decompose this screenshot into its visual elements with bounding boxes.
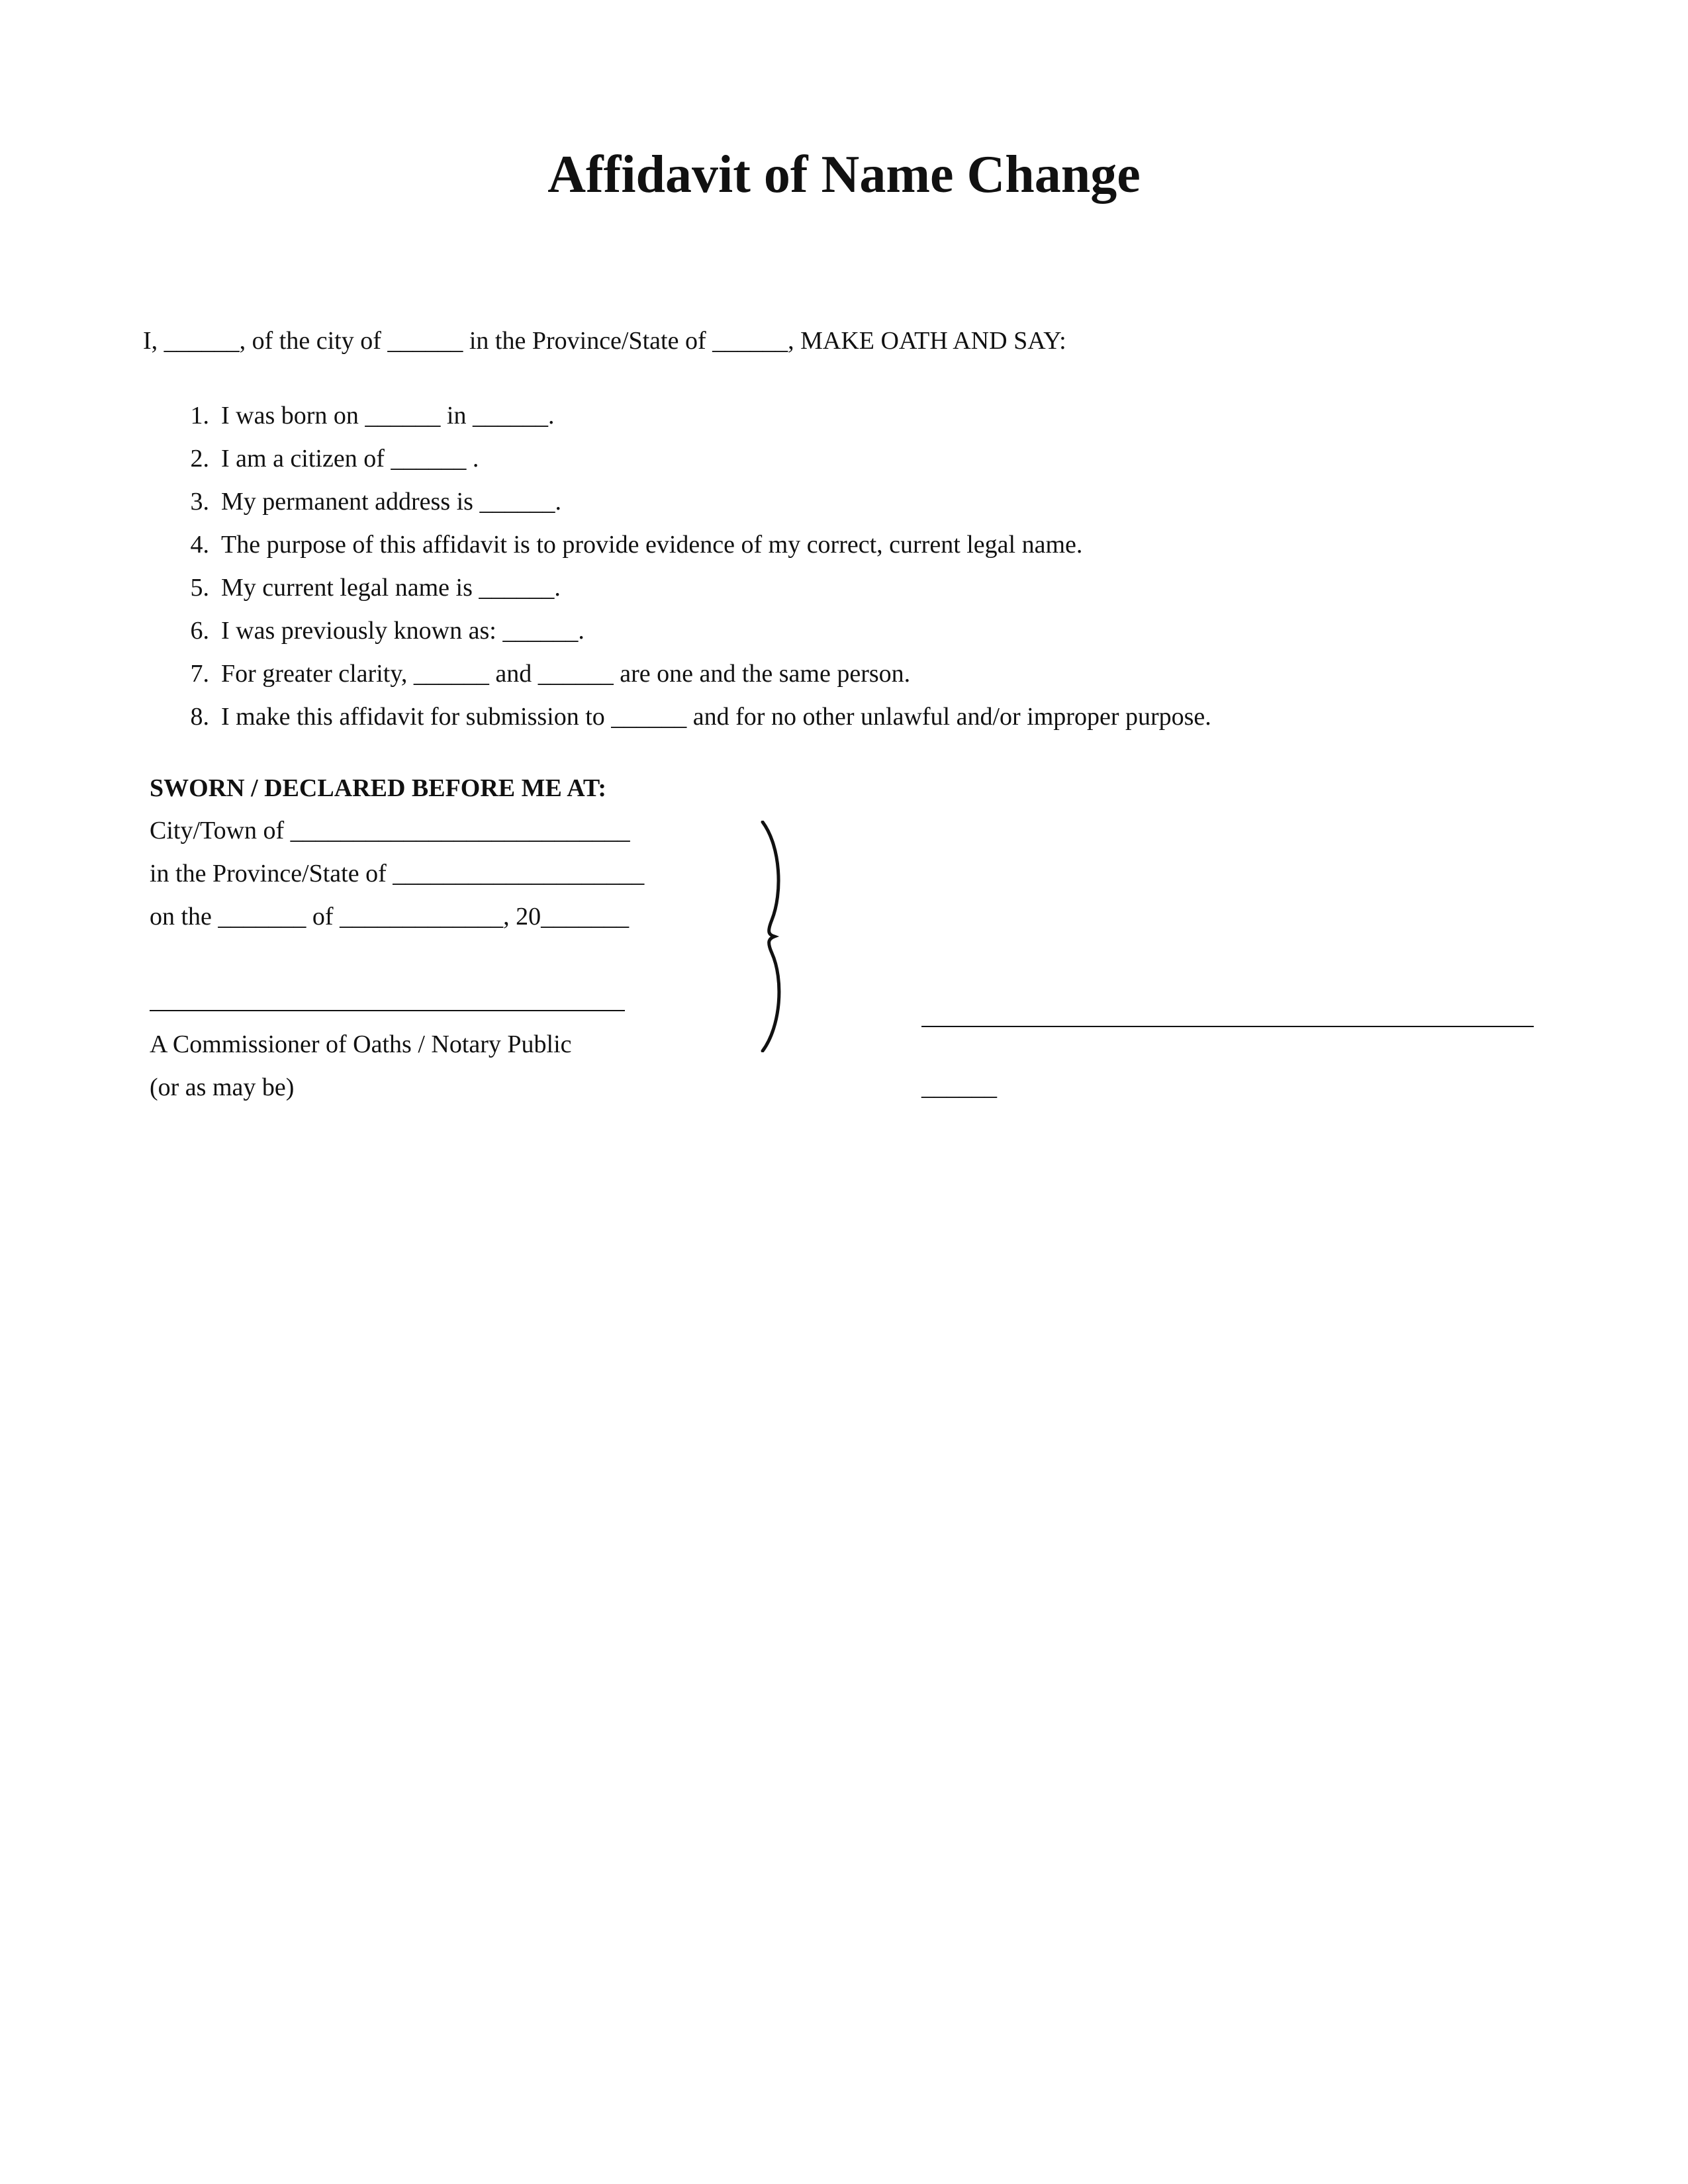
item-text: For greater clarity, ______ and ______ are one and the same person. <box>221 660 911 688</box>
item-text: The purpose of this affidavit is to provide evidence of my correct, current legal name. <box>221 531 1083 559</box>
item-number: 5. <box>190 574 209 602</box>
province-state-line: in the Province/State of ____________________ <box>150 860 645 887</box>
item-number: 1. <box>190 402 209 430</box>
item-text: My permanent address is ______. <box>221 488 561 516</box>
intro-statement: I, ______, of the city of ______ in the Province/State of ______, MAKE OATH AND SAY: <box>143 327 1066 355</box>
item-text: I make this affidavit for submission to ______ and for no other unlawful and/or improper purpose. <box>221 703 1211 731</box>
commissioner-note: (or as may be) <box>150 1073 295 1101</box>
item-number: 3. <box>190 488 209 516</box>
commissioner-label: A Commissioner of Oaths / Notary Public <box>150 1030 572 1058</box>
item-text: I am a citizen of ______ . <box>221 445 479 473</box>
deponent-signature-line <box>921 1026 1534 1027</box>
city-town-line: City/Town of ___________________________ <box>150 817 630 844</box>
list-item <box>143 480 1211 523</box>
date-line: on the _______ of _____________, 20_______ <box>150 903 630 931</box>
document-title: Affidavit of Name Change <box>547 146 1141 204</box>
list-item <box>143 653 1211 696</box>
list-item <box>143 610 1211 653</box>
list-item <box>143 696 1211 739</box>
affidavit-items <box>143 394 1211 739</box>
list-item <box>143 523 1211 567</box>
item-number: 4. <box>190 531 209 559</box>
deponent-name-blank: ______ <box>921 1073 997 1101</box>
commissioner-signature-line <box>150 1010 625 1011</box>
curly-brace <box>755 821 794 1052</box>
item-text: I was born on ______ in ______. <box>221 402 555 430</box>
item-number: 2. <box>190 445 209 473</box>
list-item <box>143 394 1211 437</box>
sworn-heading: SWORN / DECLARED BEFORE ME AT: <box>150 774 607 802</box>
item-number: 7. <box>190 660 209 688</box>
list-item <box>143 567 1211 610</box>
item-number: 8. <box>190 703 209 731</box>
item-text: I was previously known as: ______. <box>221 617 585 645</box>
item-number: 6. <box>190 617 209 645</box>
item-text: My current legal name is ______. <box>221 574 561 602</box>
list-item <box>143 437 1211 480</box>
